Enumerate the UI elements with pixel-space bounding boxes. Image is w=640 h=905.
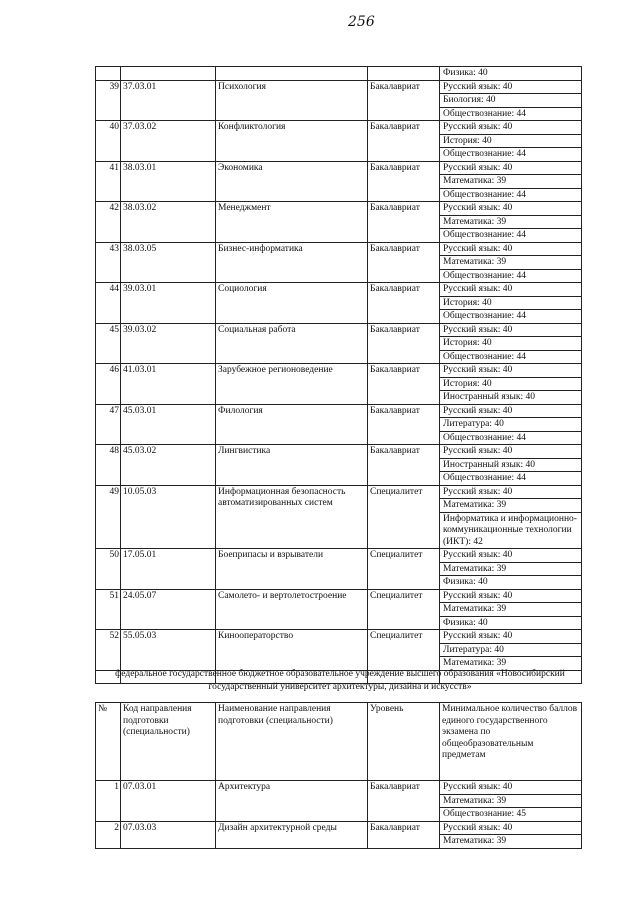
- cell-name: Самолето- и вертолетостроение: [216, 589, 368, 630]
- cell-subject-score: Математика: 39: [440, 256, 582, 270]
- cell-code: 07.03.03: [121, 821, 216, 848]
- table-row: [96, 589, 582, 603]
- cell-subject-score: Биология: 40: [440, 94, 582, 108]
- table-row: [96, 67, 582, 81]
- cell-number: 47: [96, 404, 121, 445]
- cell-level: Бакалавриат: [368, 323, 440, 364]
- cell-subject-score: Русский язык: 40: [440, 630, 582, 644]
- cell-level: Бакалавриат: [368, 781, 440, 822]
- cell-level: Бакалавриат: [368, 821, 440, 848]
- admission-table-2: [95, 702, 582, 849]
- cell-subject-score: Обществознание: 44: [440, 107, 582, 121]
- cell-number: 39: [96, 80, 121, 121]
- cell-number: 40: [96, 121, 121, 162]
- cell-subject-score: Физика: 40: [440, 616, 582, 630]
- cell-subject-score: Русский язык: 40: [440, 323, 582, 337]
- cell-name: Кинооператорство: [216, 630, 368, 671]
- cell-number: 42: [96, 202, 121, 243]
- cell-subject-score: Обществознание: 44: [440, 350, 582, 364]
- table-row: [96, 242, 582, 256]
- cell-subject-score: Информатика и информационно-коммуникационные технологии (ИКТ): 42: [440, 512, 582, 549]
- cell-number: 2: [96, 821, 121, 848]
- cell-subject-score: Обществознание: 45: [440, 808, 582, 822]
- table-row: [96, 161, 582, 175]
- cell-level: Специалитет: [368, 630, 440, 671]
- cell-subject-score: Математика: 39: [440, 562, 582, 576]
- cell-code: 45.03.02: [121, 445, 216, 486]
- table-row: [96, 364, 582, 378]
- cell-level: Бакалавриат: [368, 283, 440, 324]
- cell-name: Бизнес-информатика: [216, 242, 368, 283]
- cell-code: 38.03.05: [121, 242, 216, 283]
- cell-code: 10.05.03: [121, 485, 216, 549]
- cell-name: Психология: [216, 80, 368, 121]
- cell-subject-score: Русский язык: 40: [440, 202, 582, 216]
- cell-name: Информационная безопасность автоматизированных систем: [216, 485, 368, 549]
- cell-code: 39.03.01: [121, 283, 216, 324]
- cell-name: Социология: [216, 283, 368, 324]
- cell-subject-score: Русский язык: 40: [440, 404, 582, 418]
- header-no: №: [96, 703, 121, 781]
- cell-code: 37.03.01: [121, 80, 216, 121]
- cell-name: Дизайн архитектурной среды: [216, 821, 368, 848]
- header-code: Код направления подготовки (специальности): [121, 703, 216, 781]
- cell-name: Филология: [216, 404, 368, 445]
- cell-subject-score: Литература: 40: [440, 643, 582, 657]
- cell-number: 48: [96, 445, 121, 486]
- cell-number: 46: [96, 364, 121, 405]
- cell-number: 41: [96, 161, 121, 202]
- table-row: [96, 821, 582, 835]
- university-caption: федеральное государственное бюджетное образовательное учреждение высшего образования «Новосибирский государственный университет архитектуры, дизайна и искусств»: [115, 669, 565, 692]
- cell-code: 38.03.02: [121, 202, 216, 243]
- cell-subject-score: Русский язык: 40: [440, 781, 582, 795]
- cell-number: 1: [96, 781, 121, 822]
- table-row: [96, 781, 582, 795]
- cell-code: 55.05.03: [121, 630, 216, 671]
- cell-code: [121, 67, 216, 81]
- cell-subject-score: Обществознание: 44: [440, 310, 582, 324]
- cell-subject-score: Иностранный язык: 40: [440, 458, 582, 472]
- cell-level: Бакалавриат: [368, 445, 440, 486]
- cell-subject-score: Русский язык: 40: [440, 80, 582, 94]
- cell-name: Боеприпасы и взрыватели: [216, 549, 368, 590]
- cell-code: 41.03.01: [121, 364, 216, 405]
- cell-subject-score: Математика: 39: [440, 499, 582, 513]
- cell-subject-score: История: 40: [440, 337, 582, 351]
- cell-subject-score: Обществознание: 44: [440, 269, 582, 283]
- cell-subject-score: Русский язык: 40: [440, 485, 582, 499]
- cell-subject-score: Математика: 39: [440, 835, 582, 849]
- cell-name: Менеджмент: [216, 202, 368, 243]
- admission-table-1: [95, 66, 582, 684]
- cell-subject-score: История: 40: [440, 134, 582, 148]
- cell-code: 45.03.01: [121, 404, 216, 445]
- cell-subject-score: Физика: 40: [440, 67, 582, 81]
- cell-number: 45: [96, 323, 121, 364]
- cell-subject-score: Обществознание: 44: [440, 229, 582, 243]
- cell-level: Специалитет: [368, 485, 440, 549]
- cell-subject-score: Математика: 39: [440, 657, 582, 671]
- cell-name: Экономика: [216, 161, 368, 202]
- cell-number: 43: [96, 242, 121, 283]
- cell-code: 24.05.07: [121, 589, 216, 630]
- cell-number: 49: [96, 485, 121, 549]
- cell-level: Бакалавриат: [368, 242, 440, 283]
- cell-subject-score: Обществознание: 44: [440, 188, 582, 202]
- table-row: [96, 121, 582, 135]
- cell-code: 38.03.01: [121, 161, 216, 202]
- cell-level: Бакалавриат: [368, 161, 440, 202]
- cell-level: Бакалавриат: [368, 80, 440, 121]
- cell-name: Зарубежное регионоведение: [216, 364, 368, 405]
- cell-subject-score: Русский язык: 40: [440, 161, 582, 175]
- cell-code: 39.03.02: [121, 323, 216, 364]
- page-number: 256: [348, 14, 375, 30]
- cell-subject-score: Русский язык: 40: [440, 121, 582, 135]
- cell-subject-score: Русский язык: 40: [440, 445, 582, 459]
- cell-subject-score: Русский язык: 40: [440, 549, 582, 563]
- table-row: [96, 549, 582, 563]
- cell-level: Бакалавриат: [368, 364, 440, 405]
- cell-subject-score: Физика: 40: [440, 576, 582, 590]
- cell-number: 52: [96, 630, 121, 671]
- cell-level: Специалитет: [368, 549, 440, 590]
- cell-name: Социальная работа: [216, 323, 368, 364]
- cell-number: [96, 67, 121, 81]
- table-row: [96, 323, 582, 337]
- table-row: [96, 202, 582, 216]
- cell-subject-score: Русский язык: 40: [440, 242, 582, 256]
- cell-subject-score: Русский язык: 40: [440, 283, 582, 297]
- cell-subject-score: Литература: 40: [440, 418, 582, 432]
- cell-level: [368, 67, 440, 81]
- cell-name: Архитектура: [216, 781, 368, 822]
- cell-subject-score: Математика: 39: [440, 603, 582, 617]
- cell-subject-score: Обществознание: 44: [440, 431, 582, 445]
- cell-subject-score: История: 40: [440, 296, 582, 310]
- cell-number: 44: [96, 283, 121, 324]
- cell-level: Бакалавриат: [368, 202, 440, 243]
- cell-name: [216, 67, 368, 81]
- table-header-row: [96, 703, 582, 781]
- table-row: [96, 485, 582, 499]
- cell-subject-score: Обществознание: 44: [440, 148, 582, 162]
- cell-level: Специалитет: [368, 589, 440, 630]
- cell-number: 51: [96, 589, 121, 630]
- cell-subject-score: История: 40: [440, 377, 582, 391]
- table-row: [96, 630, 582, 644]
- cell-subject-score: Математика: 39: [440, 215, 582, 229]
- cell-code: 17.05.01: [121, 549, 216, 590]
- cell-subject-score: Обществознание: 44: [440, 472, 582, 486]
- cell-subject-score: Математика: 39: [440, 794, 582, 808]
- cell-subject-score: Иностранный язык: 40: [440, 391, 582, 405]
- cell-number: 50: [96, 549, 121, 590]
- table-row: [96, 283, 582, 297]
- cell-code: 07.03.01: [121, 781, 216, 822]
- cell-subject-score: Математика: 39: [440, 175, 582, 189]
- table-row: [96, 404, 582, 418]
- cell-subject-score: Русский язык: 40: [440, 589, 582, 603]
- cell-subject-score: Русский язык: 40: [440, 821, 582, 835]
- table-row: [96, 80, 582, 94]
- cell-name: Лингвистика: [216, 445, 368, 486]
- cell-level: Бакалавриат: [368, 121, 440, 162]
- header-subjects: Минимальное количество баллов единого государственного экзамена по общеобразовательным предметам: [440, 703, 582, 781]
- cell-subject-score: Русский язык: 40: [440, 364, 582, 378]
- table-row: [96, 445, 582, 459]
- header-level: Уровень: [368, 703, 440, 781]
- cell-code: 37.03.02: [121, 121, 216, 162]
- cell-name: Конфликтология: [216, 121, 368, 162]
- header-name: Наименование направления подготовки (специальности): [216, 703, 368, 781]
- cell-level: Бакалавриат: [368, 404, 440, 445]
